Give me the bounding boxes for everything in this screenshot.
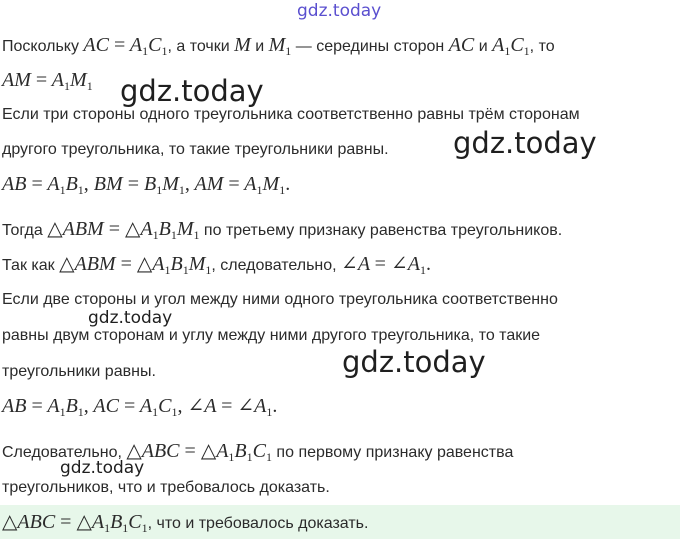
answer-line — [2, 512, 368, 534]
text-segment: Тогда — [2, 222, 48, 239]
text-segment: , следовательно, — [211, 257, 342, 274]
text-line: другого треугольника, то такие треугольники равны. — [2, 141, 389, 158]
formula-line — [2, 174, 290, 196]
text-segment: по первому признаку равенства — [271, 444, 514, 461]
formula: △ABM = $\triangle A_1B_1M_1$ — [47, 218, 200, 242]
watermark-top: gdz.today — [297, 1, 382, 21]
formula: △ABC = $\triangle A_1B_1C_1$ — [126, 440, 272, 464]
formula: AC = $A_1C_1$ — [83, 34, 168, 58]
text-segment: , а точки — [167, 38, 235, 55]
text-line: треугольники равны. — [2, 363, 156, 380]
text-segment: , то — [529, 38, 555, 55]
formula: △ABC = $\triangle A_1B_1C_1$ — [2, 511, 148, 535]
text-segment: Следовательно, — [2, 444, 127, 461]
text-segment: — середины сторон — [291, 38, 449, 55]
formula: AC — [448, 34, 475, 56]
watermark: gdz.today — [60, 458, 145, 478]
text-line: Если две стороны и угол между ними одного треугольника соответственно — [2, 291, 558, 308]
text-segment: и — [474, 38, 493, 55]
formula: AB = $A_1B_1$, AC = $A_1C_1$, ∠A = $\angle A_1$. — [2, 395, 278, 419]
text-line: равны двум сторонам и углу между ними другого треугольника, то такие — [2, 327, 541, 344]
formula: AB = $A_1B_1$, BM = $B_1M_1$, AM = $A_1M_1$. — [2, 173, 291, 197]
formula: $M_1$ — [268, 34, 292, 58]
formula-line — [2, 396, 277, 418]
text-segment: Так как — [2, 257, 60, 274]
text-segment: по третьему признаку равенства треугольников. — [199, 222, 563, 239]
formula-line — [2, 70, 93, 92]
formula: ∠A = $\angle A_1$. — [341, 253, 431, 277]
text-line — [2, 35, 555, 57]
text-segment: , что и требовалось доказать. — [147, 515, 369, 532]
watermark: gdz.today — [453, 126, 597, 160]
formula: AM = $A_1M_1$ — [2, 69, 93, 93]
text-line — [2, 254, 431, 276]
answer-box — [0, 505, 680, 539]
text-line: треугольников, что и требовалось доказать. — [2, 479, 330, 496]
watermark: gdz.today — [88, 308, 173, 328]
formula: △ABM = $\triangle A_1B_1M_1$ — [59, 253, 212, 277]
text-line — [2, 219, 562, 241]
watermark: gdz.today — [120, 74, 264, 108]
text-line — [2, 441, 513, 463]
formula: M — [234, 34, 251, 56]
text-line: Если три стороны одного треугольника соответственно равны трём сторонам — [2, 106, 580, 123]
formula: $A_1C_1$ — [492, 34, 530, 58]
text-segment: Поскольку — [2, 38, 84, 55]
text-segment: и — [250, 38, 269, 55]
watermark: gdz.today — [342, 345, 486, 379]
